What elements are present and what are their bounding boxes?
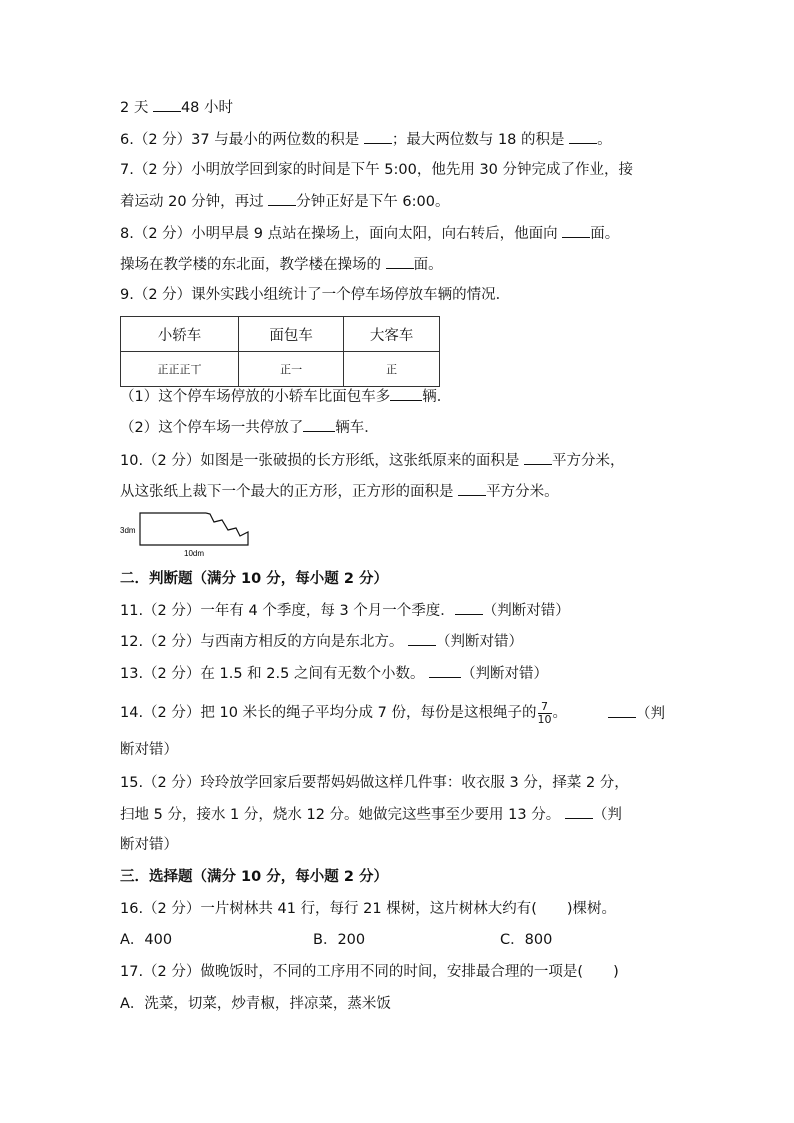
answer-blank[interactable]	[390, 386, 422, 401]
question-7: 7.（2 分）小明放学回到家的时间是下午 5:00，他先用 30 分钟完成了作业，接	[120, 162, 634, 178]
question-6: 6.（2 分）37 与最小的两位数的积是 ；最大两位数与 18 的积是 。	[120, 129, 612, 150]
fraction-denominator: 10	[537, 712, 552, 726]
option-a[interactable]: A．400	[120, 932, 173, 948]
question-8-cont: 操场在教学楼的东北面，教学楼在操场的 面。	[120, 254, 443, 275]
question-16-options	[120, 930, 552, 950]
tally-van: 正一	[238, 352, 343, 387]
question-9-2: （2）这个停车场一共停放了 辆车．	[120, 417, 379, 438]
answer-blank[interactable]	[562, 223, 590, 238]
answer-blank[interactable]	[408, 631, 436, 646]
vehicle-tally-table	[120, 316, 440, 387]
question-16: 16.（2 分）一片树林共 41 行，每行 21 棵树，这片树林大约有( )棵树。	[120, 901, 617, 917]
header-van: 面包车	[238, 317, 343, 352]
question-7-cont: 着运动 20 分钟，再过 分钟正好是下午 6:00。	[120, 191, 449, 212]
height-label: 3dm	[120, 526, 136, 535]
option-b[interactable]: B．200	[313, 932, 366, 948]
question-15-cont2: 断对错）	[120, 837, 178, 853]
question-14: 14.（2 分）把 10 米长的绳子平均分成 7 份，每份是这根绳子的 $\frac{7}{10}$ 。	[120, 699, 568, 726]
header-bus: 大客车	[344, 317, 440, 352]
answer-blank[interactable]	[153, 97, 181, 112]
section-3-heading: 三．选择题（满分 10 分，每小题 2 分）	[120, 869, 388, 885]
question-15-cont: 扫地 5 分，接水 1 分，烧水 12 分。她做完这些事至少要用 13 分。 （判	[120, 804, 622, 825]
question-11: 11.（2 分）一年有 4 个季度，每 3 个月一个季度． （判断对错）	[120, 600, 570, 621]
answer-blank[interactable]	[364, 129, 392, 144]
answer-blank[interactable]	[569, 129, 597, 144]
fraction-numerator: 7	[538, 701, 552, 714]
question-10: 10.（2 分）如图是一张破损的长方形纸，这张纸原来的面积是 平方分米，	[120, 450, 625, 471]
answer-blank[interactable]	[565, 804, 593, 819]
table-row	[121, 317, 440, 352]
width-label: 10dm	[184, 549, 205, 558]
question-15: 15.（2 分）玲玲放学回家后要帮妈妈做这样几件事：收衣服 3 分，择菜 2 分，	[120, 775, 629, 791]
answer-blank[interactable]	[268, 191, 296, 206]
answer-blank[interactable]	[386, 254, 414, 269]
answer-blank[interactable]	[455, 600, 483, 615]
table-row	[121, 352, 440, 387]
question-8: 8.（2 分）小明早晨 9 点站在操场上，面向太阳，向右转后，他面向 面。	[120, 223, 619, 244]
question-12: 12.（2 分）与西南方相反的方向是东北方。 （判断对错）	[120, 631, 523, 652]
answer-blank[interactable]	[524, 450, 552, 465]
line-2-days: 2 天 48 小时	[120, 97, 233, 118]
tally-car: 正正正丅	[121, 352, 239, 387]
question-17: 17.（2 分）做晚饭时，不同的工序用不同的时间，安排最合理的一项是( )	[120, 964, 619, 980]
header-car: 小轿车	[121, 317, 239, 352]
tally-bus: 正	[344, 352, 440, 387]
question-9-1: （1）这个停车场停放的小轿车比面包车多 辆．	[120, 386, 451, 407]
question-9: 9.（2 分）课外实践小组统计了一个停车场停放车辆的情况．	[120, 287, 511, 303]
torn-paper-outline	[140, 513, 248, 545]
answer-blank[interactable]	[458, 481, 486, 496]
question-14-blank: （判	[608, 703, 665, 724]
fraction	[538, 701, 552, 726]
answer-blank[interactable]	[303, 417, 335, 432]
answer-blank[interactable]	[608, 703, 636, 718]
question-10-cont: 从这张纸上裁下一个最大的正方形，正方形的面积是 平方分米。	[120, 481, 559, 502]
question-17-option-a	[120, 994, 391, 1014]
option-c[interactable]: C．800	[500, 932, 553, 948]
question-13: 13.（2 分）在 1.5 和 2.5 之间有无数个小数。 （判断对错）	[120, 663, 548, 684]
section-2-heading: 二．判断题（满分 10 分，每小题 2 分）	[120, 571, 388, 587]
question-14-cont: 断对错）	[120, 742, 178, 758]
option-a[interactable]: A．洗菜，切菜，炒青椒，拌凉菜，蒸米饭	[120, 996, 391, 1012]
answer-blank[interactable]	[429, 663, 461, 678]
torn-rectangle-figure	[118, 508, 258, 560]
